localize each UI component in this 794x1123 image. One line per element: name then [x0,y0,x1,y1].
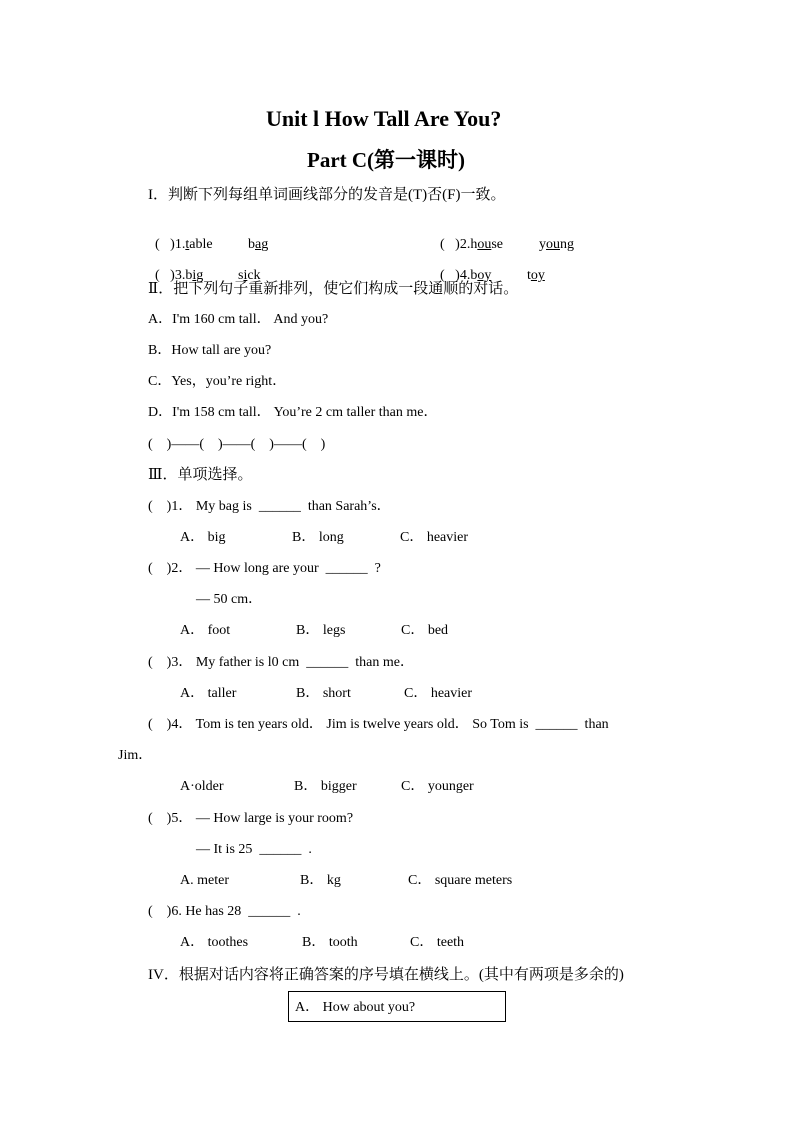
s3-q4-cont: Jim． [118,748,153,763]
s2-line-a: A．I'm 160 cm tall． And you? [148,312,329,327]
section4-heading: IV．根据对话内容将正确答案的序号填在横线上。(其中有两项是多余的) [148,967,624,983]
s3-q1-b: B． long [292,530,344,545]
s2-answer-blanks: ( )——( )——( )——( ) [148,437,326,452]
s1-q3: ( )3.big [155,268,204,283]
s3-q6-a: A． toothes [180,935,249,950]
s2-line-b: B．How tall are you? [148,343,272,358]
s3-q3-a: A． taller [180,686,237,701]
s3-q1-a: A． big [180,530,226,545]
s3-q2-b: B． legs [296,623,346,638]
s3-q6: ( )6. He has 28 ______ . [148,904,301,919]
s2-line-c: C．Yes，you’re right． [148,374,287,389]
s1-q1-word2: bag [248,237,269,252]
s3-q1: ( )1． My bag is ______ than Sarah’s． [148,499,391,514]
s1-q3-word2: sick [238,268,261,283]
s2-line-d: D．I'm 158 cm tall． You’re 2 cm taller than me． [148,405,438,420]
s3-q2-c: C． bed [401,623,449,638]
s3-q4-c: C． younger [401,779,474,794]
section2-heading: Ⅱ．把下列句子重新排列，使它们构成一段通顺的对话。 [148,281,519,297]
s1-q1: ( )1.table [155,237,213,252]
s1-q4-word2: toy [527,268,545,283]
s3-q5-b: B． kg [300,873,341,888]
section1-heading: I．判断下列每组单词画线部分的发音是(T)否(F)一致。 [148,187,506,203]
s3-q5-reply: — It is 25 ______ . [196,842,312,857]
s3-q5-a: A. meter [180,873,229,888]
s3-q3: ( )3． My father is l0 cm ______ than me． [148,655,414,670]
s3-q5-c: C． square meters [408,873,513,888]
s3-q3-b: B． short [296,686,351,701]
s3-q4-a: A·older [180,779,224,794]
s3-q2: ( )2． — How long are your ______ ? [148,561,381,576]
s3-q5: ( )5． — How large is your room? [148,811,354,826]
s3-q4: ( )4． Tom is ten years old． Jim is twelve years old． So Tom is ______ than [148,717,609,732]
s3-q1-c: C． heavier [400,530,469,545]
s3-q6-b: B． tooth [302,935,358,950]
s1-q2-word2: young [539,237,574,252]
s1-q4: ( )4.boy [440,268,492,283]
page-subtitle: Part C(第一课时) [307,148,466,172]
box-option-a: A． How about you? [295,1000,416,1015]
s3-q4-b: B． bigger [294,779,357,794]
s3-q6-c: C． teeth [410,935,465,950]
s1-q2: ( )2.house [440,237,504,252]
s3-q2-reply: — 50 cm． [196,592,263,607]
answer-options-box [288,991,506,1022]
page-title: Unit l How Tall Are You? [266,106,502,131]
s3-q2-a: A． foot [180,623,231,638]
s3-q3-c: C． heavier [404,686,473,701]
section3-heading: Ⅲ．单项选择。 [148,467,253,483]
